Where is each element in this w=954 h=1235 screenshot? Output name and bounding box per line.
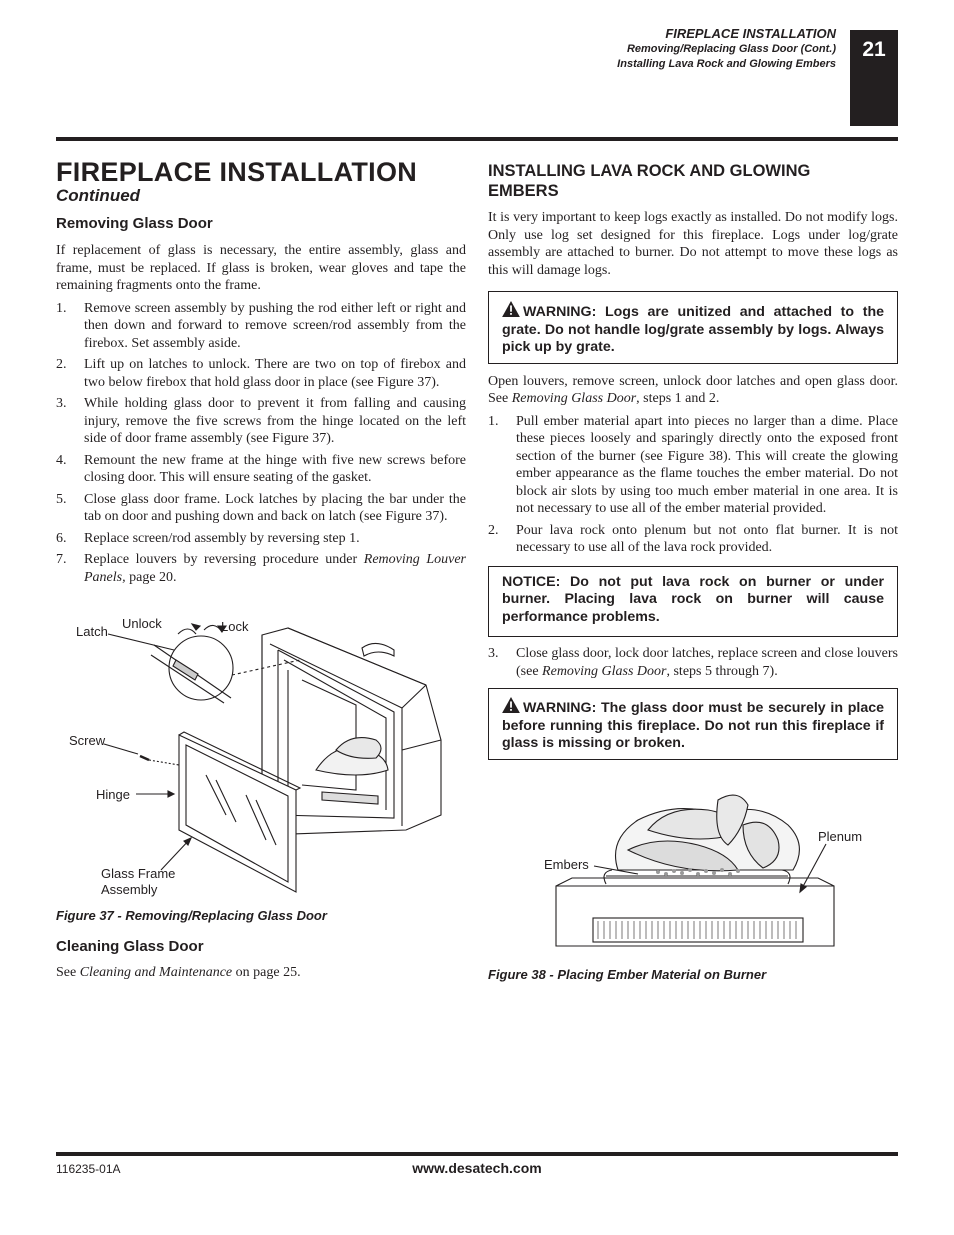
list-item: 1. Pull ember material apart into pieces no larger than a dime. Place these pieces loosely and sparingly directly onto the exposed front section of the burner (see Figure 38). This will create the glowing ember appearance as the flame touches the ember material. Do not block air slots by using too much ember material in one area. It is not necessary to use all of the ember material provided.	[488, 413, 898, 516]
document-number: 116235-01A	[56, 1162, 121, 1176]
removing-glass-door-reference: Removing Glass Door	[542, 663, 667, 679]
warning-box-glass: WARNING: The glass door must be securely in place before running this fireplace. Do not run this fireplace if glass is missing or broken.	[488, 688, 898, 760]
figure-38-caption: Figure 38 - Placing Ember Material on Burner	[488, 967, 767, 982]
page-title: FIREPLACE INSTALLATION	[56, 157, 418, 187]
louver-panels-reference: Removing Louver Panels,	[84, 552, 466, 585]
notice-box: NOTICE: Do not put lava rock on burner or under burner. Placing lava rock on burner will cause performance problems.	[488, 566, 898, 638]
header-section: FIREPLACE INSTALLATION	[665, 26, 836, 41]
header-subsection-2: Installing Lava Rock and Glowing Embers	[617, 58, 836, 70]
list-item: 3. Close glass door, lock door latches, replace screen and close louvers (see Removing Glass Door, steps 5 through 7).	[488, 646, 898, 679]
figure-37	[56, 600, 466, 900]
removing-glass-door-reference: Removing Glass Door	[511, 391, 637, 406]
plenum-label: Plenum	[818, 829, 863, 844]
right-column	[488, 161, 898, 760]
list-item: 4. Remount the new frame at the hinge with five new screws before closing door. This will ensure seating of the gasket.	[56, 452, 466, 485]
website-link[interactable]: www.desatech.com	[412, 1160, 542, 1176]
lava-rock-step-3	[488, 645, 898, 680]
bottom-rule	[56, 1152, 898, 1156]
page-number: 21	[850, 30, 898, 126]
embers-label: Embers	[544, 857, 589, 872]
glass-frame-label-line2: Assembly	[101, 882, 158, 897]
hinge-label: Hinge	[96, 787, 130, 802]
glass-frame-label-line1: Glass Frame	[101, 866, 176, 881]
cleaning-text: See Cleaning and Maintenance on page 25.	[56, 965, 301, 980]
warning-triangle-icon	[502, 697, 520, 713]
figure-38	[488, 780, 898, 960]
cleaning-heading: Cleaning Glass Door	[56, 938, 204, 955]
list-item: 3. While holding glass door to prevent it from falling and causing injury, remove the five screws from the hinge located on the left side of door frame assembly (see Figure 37).	[56, 396, 466, 446]
removing-heading: Removing Glass Door	[56, 215, 213, 232]
glass-door-illustration	[56, 600, 466, 900]
warning-triangle-icon	[502, 301, 520, 317]
removing-section	[56, 215, 466, 586]
removing-intro: If replacement of glass is necessary, the entire assembly, glass and frame, must be replaced. If glass is broken, wear gloves and tape the remaining fragments onto the frame.	[56, 243, 466, 293]
lava-rock-steps	[488, 413, 898, 557]
lava-rock-intro: It is very important to keep logs exactly as installed. Do not modify logs. Only use log set designed for this fireplace. Logs under log/grate assembly are attached to burner. Do not attempt to move these logs as this will damage logs.	[488, 210, 898, 278]
cleaning-section	[56, 938, 466, 982]
list-item: 6. Replace screen/rod assembly by reversing step 1.	[56, 530, 360, 546]
left-column	[56, 158, 466, 206]
removing-steps	[56, 300, 466, 587]
open-louvers-text: Open louvers, remove screen, unlock door latches and open glass door. See Removing Glass Door, steps 1 and 2.	[488, 373, 898, 406]
lock-label: Lock	[221, 619, 249, 634]
list-item: 5. Close glass door frame. Lock latches by placing the bar under the tab on door and pushing down and back on latch (see Figure 37).	[56, 491, 466, 524]
lava-rock-heading: INSTALLING LAVA ROCK AND GLOWING EMBERS	[488, 162, 811, 200]
unlock-label: Unlock	[122, 616, 162, 631]
list-item: 2. Pour lava rock onto plenum but not onto flat burner. It is not necessary to use all of the lava rock provided.	[488, 522, 898, 555]
page-subtitle: Continued	[56, 186, 141, 205]
screw-label: Screw	[69, 733, 106, 748]
list-item: 7. Replace louvers by reversing procedure under Removing Louver Panels, page 20.	[56, 552, 466, 585]
top-rule	[56, 137, 898, 141]
list-item: 1. Remove screen assembly by pushing the rod either left or right and then down and forward to remove screen/rod assembly from the firebox. Set assembly aside.	[56, 300, 466, 351]
header-subsection-1: Removing/Replacing Glass Door (Cont.)	[626, 43, 836, 55]
cleaning-maintenance-reference: Cleaning and Maintenance	[79, 965, 233, 980]
latch-label: Latch	[76, 624, 108, 639]
figure-37-caption: Figure 37 - Removing/Replacing Glass Door	[56, 908, 327, 923]
warning-box-logs: WARNING: Logs are unitized and attached to the grate. Do not handle log/grate assembly by logs. Always pick up by grate.	[488, 291, 898, 364]
list-item: 2. Lift up on latches to unlock. There are two on top of firebox and two below firebox that hold glass door in place (see Figure 37).	[56, 357, 466, 390]
